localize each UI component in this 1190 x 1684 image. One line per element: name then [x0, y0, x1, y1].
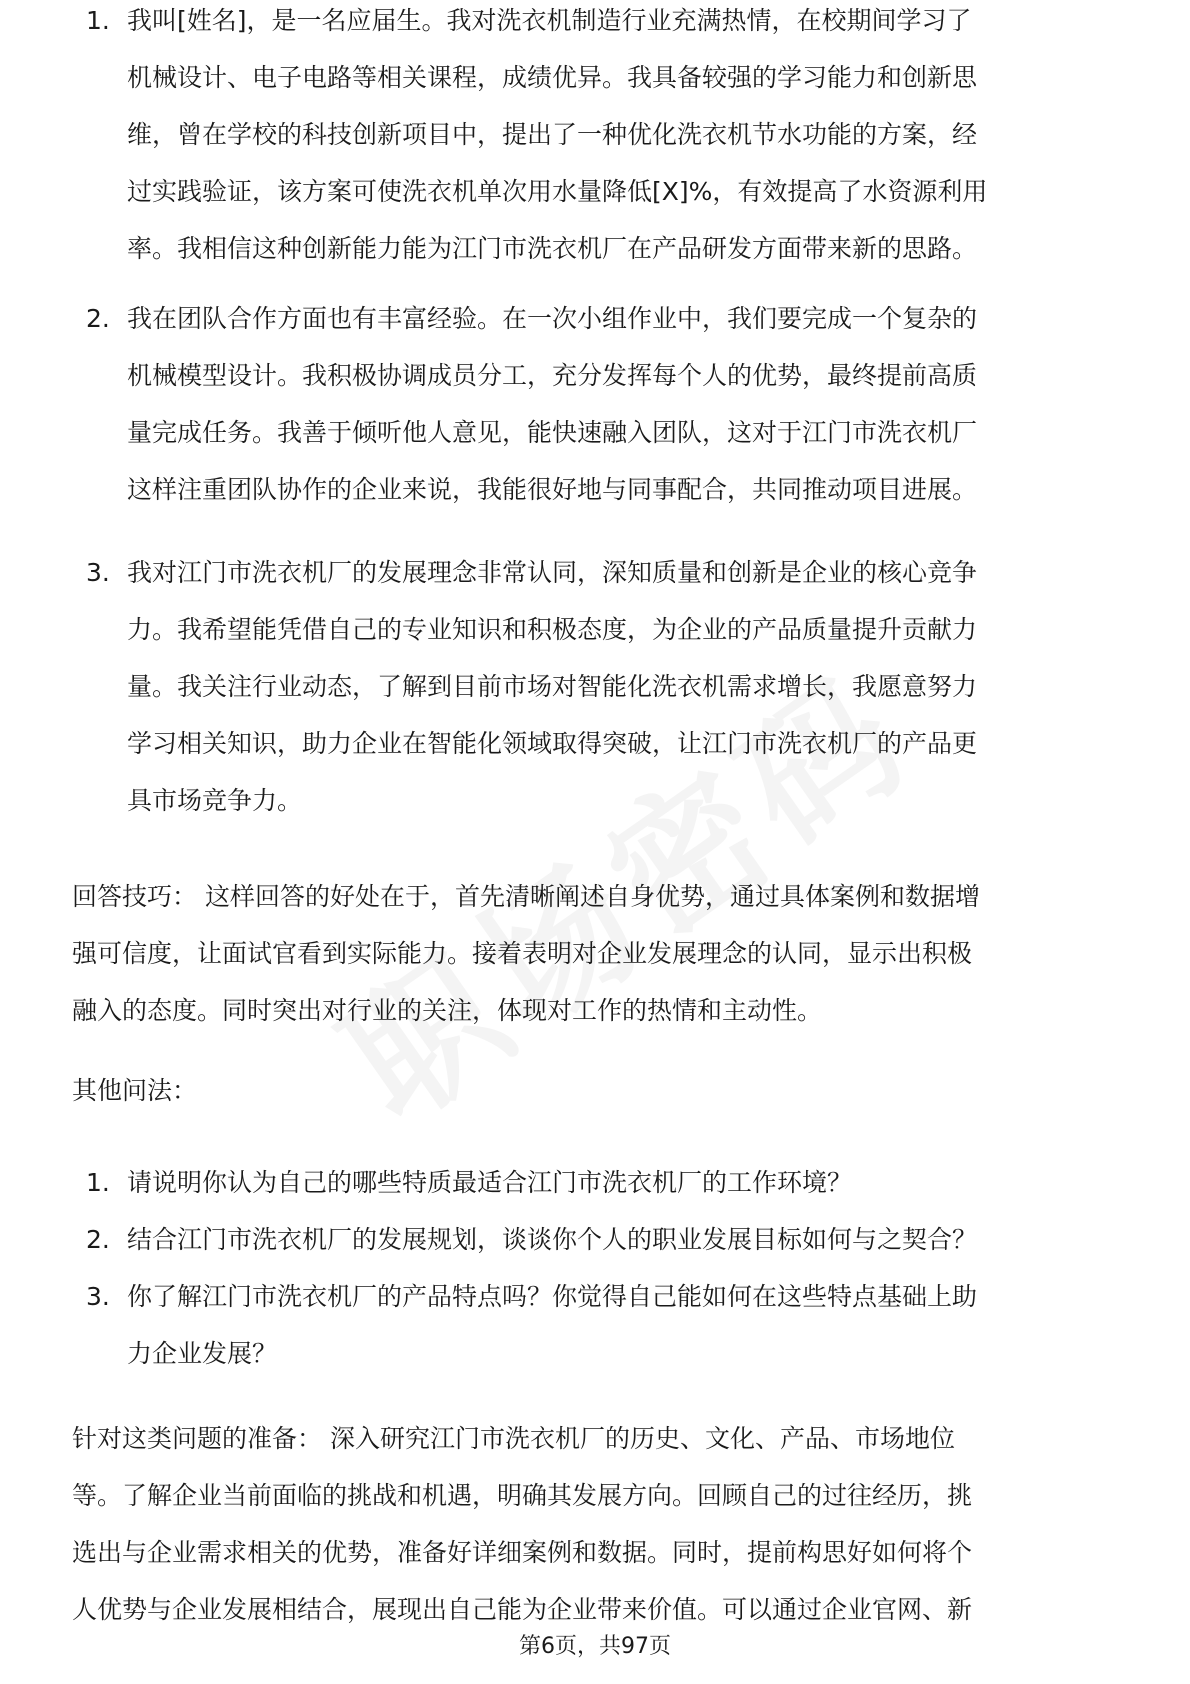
text-line: 机械模型设计。我积极协调成员分工，充分发挥每个人的优势，最终提前高质 — [127, 361, 978, 390]
text-line: 结合江门市洗衣机厂的发展规划，谈谈你个人的职业发展目标如何与之契合？ — [127, 1225, 978, 1254]
text-line: 强可信度，让面试官看到实际能力。接着表明对企业发展理念的认同，显示出积极 — [72, 939, 973, 968]
preparation-paragraph — [72, 1410, 1118, 1638]
text-line: 维，曾在学校的科技创新项目中，提出了一种优化洗衣机节水功能的方案，经 — [127, 120, 978, 149]
text-line: 具市场竞争力。 — [127, 786, 303, 815]
answer-tips-paragraph — [72, 868, 1118, 1039]
text-line: 量完成任务。我善于倾听他人意见，能快速融入团队，这对于江门市洗衣机厂 — [127, 418, 978, 447]
text-line: 人优势与企业发展相结合，展现出自己能为企业带来价值。可以通过企业官网、新 — [72, 1595, 973, 1624]
list-item — [0, 544, 1190, 829]
text-line: 这样注重团队协作的企业来说，我能很好地与同事配合，共同推动项目进展。 — [127, 475, 978, 504]
list-item-text — [127, 0, 1117, 277]
text-line: 过实践验证，该方案可使洗衣机单次用水量降低[X]%，有效提高了水资源利用 — [127, 177, 988, 206]
list-item — [0, 1211, 1190, 1268]
list-item-text — [127, 544, 1117, 829]
text-line: 我叫[姓名]，是一名应届生。我对洗衣机制造行业充满热情，在校期间学习了 — [127, 6, 972, 35]
text-line: 针对这类问题的准备： 深入研究江门市洗衣机厂的历史、文化、产品、市场地位 — [72, 1424, 955, 1453]
list-number: 1. — [86, 6, 110, 35]
list-item-text — [127, 1154, 1117, 1211]
list-number: 2. — [86, 304, 110, 333]
text-line: 你了解江门市洗衣机厂的产品特点吗？你觉得自己能如何在这些特点基础上助 — [127, 1282, 978, 1311]
list-item — [0, 1154, 1190, 1211]
text-line: 其他问法： — [72, 1076, 198, 1105]
text-line: 融入的态度。同时突出对行业的关注，体现对工作的热情和主动性。 — [72, 996, 823, 1025]
text-line: 我对江门市洗衣机厂的发展理念非常认同，深知质量和创新是企业的核心竞争 — [127, 558, 978, 587]
text-line: 请说明你认为自己的哪些特质最适合江门市洗衣机厂的工作环境？ — [127, 1168, 853, 1197]
other-questions-heading — [72, 1062, 1118, 1119]
text-line: 机械设计、电子电路等相关课程，成绩优异。我具备较强的学习能力和创新思 — [127, 63, 978, 92]
text-line: 量。我关注行业动态，了解到目前市场对智能化洗衣机需求增长，我愿意努力 — [127, 672, 978, 701]
text-line: 学习相关知识，助力企业在智能化领域取得突破，让江门市洗衣机厂的产品更 — [127, 729, 978, 758]
text-line: 回答技巧： 这样回答的好处在于，首先清晰阐述自身优势，通过具体案例和数据增 — [72, 882, 980, 911]
list-item-text — [127, 1268, 1117, 1382]
list-number: 2. — [86, 1225, 110, 1254]
list-number: 1. — [86, 1168, 110, 1197]
page-number-footer: 第6页，共97页 — [519, 1634, 671, 1659]
text-line: 选出与企业需求相关的优势，准备好详细案例和数据。同时，提前构思好如何将个 — [72, 1538, 973, 1567]
text-line: 等。了解企业当前面临的挑战和机遇，明确其发展方向。回顾自己的过往经历，挑 — [72, 1481, 973, 1510]
text-line: 率。我相信这种创新能力能为江门市洗衣机厂在产品研发方面带来新的思路。 — [127, 234, 978, 263]
text-line: 力。我希望能凭借自己的专业知识和积极态度，为企业的产品质量提升贡献力 — [127, 615, 978, 644]
text-line: 我在团队合作方面也有丰富经验。在一次小组作业中，我们要完成一个复杂的 — [127, 304, 978, 333]
list-number: 3. — [86, 1282, 110, 1311]
text-line: 力企业发展？ — [127, 1339, 278, 1368]
list-item-text — [127, 1211, 1117, 1268]
list-item-text — [127, 290, 1117, 518]
list-item — [0, 1268, 1190, 1382]
list-item — [0, 0, 1190, 277]
list-item — [0, 290, 1190, 518]
list-number: 3. — [86, 558, 110, 587]
